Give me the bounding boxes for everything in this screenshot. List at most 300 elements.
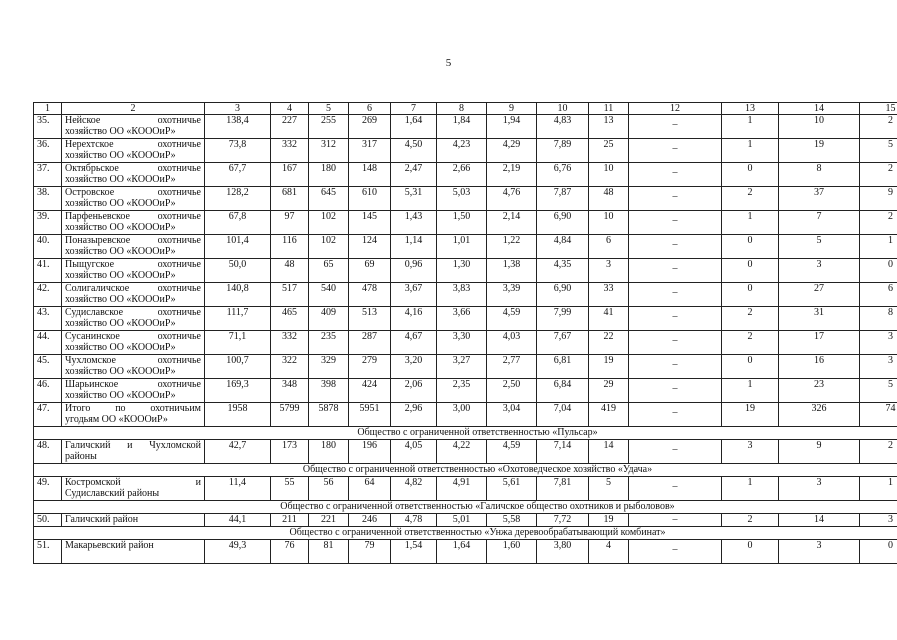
cell-col-12: _: [629, 115, 722, 139]
cell-col-6: 5951: [349, 403, 391, 427]
cell-col-6: 64: [349, 477, 391, 501]
cell-col-11: 5: [589, 477, 629, 501]
cell-col-3: 73,8: [205, 139, 271, 163]
cell-col-13: 1: [722, 379, 779, 403]
column-number-10: 10: [537, 103, 589, 115]
row-number: 50.: [34, 514, 62, 527]
cell-col-9: 1,60: [487, 540, 537, 564]
hunting-ground-name: [62, 283, 205, 307]
cell-col-8: 2,35: [437, 379, 487, 403]
cell-col-12: _: [629, 259, 722, 283]
cell-col-6: 124: [349, 235, 391, 259]
cell-col-6: 148: [349, 163, 391, 187]
cell-col-10: 7,87: [537, 187, 589, 211]
cell-col-10: 7,04: [537, 403, 589, 427]
name-line-1: Галичский и Чухломской: [65, 440, 201, 451]
row-number: 41.: [34, 259, 62, 283]
cell-col-11: 14: [589, 440, 629, 464]
cell-col-8: 3,27: [437, 355, 487, 379]
cell-col-12: _: [629, 187, 722, 211]
cell-col-8: 1,64: [437, 540, 487, 564]
table-row: [34, 307, 897, 331]
cell-col-15: 2: [860, 115, 897, 139]
cell-col-10: 7,81: [537, 477, 589, 501]
cell-col-5: 329: [309, 355, 349, 379]
table-row: [34, 477, 897, 501]
column-number-1: 1: [34, 103, 62, 115]
column-number-7: 7: [391, 103, 437, 115]
section-title: Общество с ограниченной ответственностью «Галичское общество охотников и рыболовов»: [34, 501, 897, 514]
cell-col-10: 3,80: [537, 540, 589, 564]
cell-col-7: 4,82: [391, 477, 437, 501]
column-number-9: 9: [487, 103, 537, 115]
cell-col-8: 2,66: [437, 163, 487, 187]
cell-col-3: 44,1: [205, 514, 271, 527]
cell-col-10: 6,90: [537, 211, 589, 235]
cell-col-9: 5,61: [487, 477, 537, 501]
cell-col-9: 3,39: [487, 283, 537, 307]
cell-col-8: 1,01: [437, 235, 487, 259]
row-number: 51.: [34, 540, 62, 564]
hunting-ground-name: [62, 331, 205, 355]
name-line-1: Октябрьское охотничье: [65, 163, 201, 174]
cell-col-8: 5,03: [437, 187, 487, 211]
cell-col-13: 3: [722, 440, 779, 464]
cell-col-3: 111,7: [205, 307, 271, 331]
cell-col-13: 19: [722, 403, 779, 427]
cell-col-6: 424: [349, 379, 391, 403]
cell-col-4: 116: [271, 235, 309, 259]
cell-col-10: 4,84: [537, 235, 589, 259]
column-number-6: 6: [349, 103, 391, 115]
row-number: 45.: [34, 355, 62, 379]
cell-col-14: 19: [779, 139, 860, 163]
cell-col-15: 3: [860, 331, 897, 355]
table-row: [34, 514, 897, 527]
cell-col-9: 1,94: [487, 115, 537, 139]
cell-col-4: 332: [271, 139, 309, 163]
column-number-3: 3: [205, 103, 271, 115]
cell-col-10: 7,72: [537, 514, 589, 527]
cell-col-11: 25: [589, 139, 629, 163]
cell-col-4: 97: [271, 211, 309, 235]
cell-col-8: 3,66: [437, 307, 487, 331]
cell-col-14: 17: [779, 331, 860, 355]
table-row: [34, 355, 897, 379]
row-number: 37.: [34, 163, 62, 187]
cell-col-3: 42,7: [205, 440, 271, 464]
cell-col-4: 332: [271, 331, 309, 355]
name-line-1: Сусанинское охотничье: [65, 331, 201, 342]
table-row: [34, 379, 897, 403]
row-number: 38.: [34, 187, 62, 211]
cell-col-7: 2,96: [391, 403, 437, 427]
cell-col-4: 465: [271, 307, 309, 331]
cell-col-14: 10: [779, 115, 860, 139]
cell-col-7: 5,31: [391, 187, 437, 211]
hunting-ground-name: [62, 115, 205, 139]
row-number: 43.: [34, 307, 62, 331]
table-row: [34, 211, 897, 235]
hunting-ground-name: [62, 355, 205, 379]
cell-col-11: 22: [589, 331, 629, 355]
cell-col-11: 4: [589, 540, 629, 564]
cell-col-9: 4,76: [487, 187, 537, 211]
cell-col-3: 49,3: [205, 540, 271, 564]
cell-col-12: –: [629, 514, 722, 527]
cell-col-13: 0: [722, 259, 779, 283]
name-line-2: хозяйство ОО «КОООиР»: [65, 198, 176, 209]
cell-col-5: 102: [309, 235, 349, 259]
cell-col-4: 681: [271, 187, 309, 211]
row-number: 44.: [34, 331, 62, 355]
cell-col-4: 5799: [271, 403, 309, 427]
cell-col-9: 4,03: [487, 331, 537, 355]
cell-col-10: 4,83: [537, 115, 589, 139]
cell-col-11: 41: [589, 307, 629, 331]
cell-col-15: 74: [860, 403, 897, 427]
cell-col-8: 4,22: [437, 440, 487, 464]
name-line-1: Солигаличское охотничье: [65, 283, 201, 294]
cell-col-15: 2: [860, 211, 897, 235]
cell-col-4: 173: [271, 440, 309, 464]
cell-col-15: 1: [860, 477, 897, 501]
cell-col-7: 2,47: [391, 163, 437, 187]
cell-col-9: 1,38: [487, 259, 537, 283]
cell-col-7: 1,54: [391, 540, 437, 564]
cell-col-7: 1,14: [391, 235, 437, 259]
cell-col-13: 0: [722, 355, 779, 379]
cell-col-10: 4,35: [537, 259, 589, 283]
cell-col-14: 3: [779, 540, 860, 564]
cell-col-4: 211: [271, 514, 309, 527]
name-line-1: Нерехтское охотничье: [65, 139, 201, 150]
column-number-8: 8: [437, 103, 487, 115]
hunting-ground-name: [62, 307, 205, 331]
cell-col-6: 69: [349, 259, 391, 283]
cell-col-15: 2: [860, 163, 897, 187]
cell-col-10: 7,67: [537, 331, 589, 355]
name-line-1: Макарьевский район: [65, 540, 154, 551]
hunting-ground-name: [62, 211, 205, 235]
cell-col-5: 180: [309, 440, 349, 464]
name-line-2: хозяйство ОО «КОООиР»: [65, 126, 176, 137]
cell-col-5: 56: [309, 477, 349, 501]
cell-col-3: 101,4: [205, 235, 271, 259]
cell-col-11: 48: [589, 187, 629, 211]
column-number-12: 12: [629, 103, 722, 115]
cell-col-10: 7,89: [537, 139, 589, 163]
cell-col-6: 196: [349, 440, 391, 464]
row-number: 46.: [34, 379, 62, 403]
name-line-2: Судиславский районы: [65, 488, 160, 499]
cell-col-12: _: [629, 540, 722, 564]
name-line-1: Шарьинское охотничье: [65, 379, 201, 390]
cell-col-13: 0: [722, 283, 779, 307]
cell-col-5: 398: [309, 379, 349, 403]
row-number: 48.: [34, 440, 62, 464]
name-line-2: хозяйство ОО «КОООиР»: [65, 342, 176, 353]
cell-col-3: 100,7: [205, 355, 271, 379]
name-line-2: хозяйство ОО «КОООиР»: [65, 246, 176, 257]
table-row: [34, 540, 897, 564]
cell-col-14: 9: [779, 440, 860, 464]
table-row: [34, 115, 897, 139]
cell-col-3: 11,4: [205, 477, 271, 501]
cell-col-5: 540: [309, 283, 349, 307]
cell-col-8: 3,00: [437, 403, 487, 427]
cell-col-5: 5878: [309, 403, 349, 427]
hunting-ground-name: [62, 440, 205, 464]
name-line-2: хозяйство ОО «КОООиР»: [65, 270, 176, 281]
column-number-11: 11: [589, 103, 629, 115]
name-line-2: хозяйство ОО «КОООиР»: [65, 150, 176, 161]
table-row: [34, 440, 897, 464]
cell-col-9: 2,19: [487, 163, 537, 187]
cell-col-15: 8: [860, 307, 897, 331]
cell-col-4: 227: [271, 115, 309, 139]
cell-col-12: _: [629, 477, 722, 501]
cell-col-12: _: [629, 235, 722, 259]
cell-col-6: 513: [349, 307, 391, 331]
cell-col-6: 269: [349, 115, 391, 139]
cell-col-12: _: [629, 139, 722, 163]
cell-col-14: 14: [779, 514, 860, 527]
cell-col-13: 0: [722, 540, 779, 564]
cell-col-8: 1,84: [437, 115, 487, 139]
row-number: 35.: [34, 115, 62, 139]
cell-col-5: 221: [309, 514, 349, 527]
cell-col-13: 2: [722, 187, 779, 211]
row-number: 49.: [34, 477, 62, 501]
cell-col-13: 1: [722, 115, 779, 139]
name-line-2: хозяйство ОО «КОООиР»: [65, 318, 176, 329]
cell-col-11: 33: [589, 283, 629, 307]
cell-col-6: 478: [349, 283, 391, 307]
hunting-ground-name: [62, 259, 205, 283]
hunting-ground-name: [62, 403, 205, 427]
table-row: [34, 283, 897, 307]
cell-col-11: 3: [589, 259, 629, 283]
section-header-row: [34, 527, 897, 540]
cell-col-10: 7,14: [537, 440, 589, 464]
cell-col-12: _: [629, 163, 722, 187]
cell-col-15: 0: [860, 259, 897, 283]
cell-col-9: 4,59: [487, 307, 537, 331]
cell-col-6: 79: [349, 540, 391, 564]
row-number: 47.: [34, 403, 62, 427]
cell-col-14: 37: [779, 187, 860, 211]
cell-col-7: 0,96: [391, 259, 437, 283]
cell-col-3: 71,1: [205, 331, 271, 355]
cell-col-7: 4,67: [391, 331, 437, 355]
name-line-2: хозяйство ОО «КОООиР»: [65, 174, 176, 185]
cell-col-13: 0: [722, 163, 779, 187]
cell-col-6: 610: [349, 187, 391, 211]
cell-col-6: 287: [349, 331, 391, 355]
hunting-ground-name: [62, 187, 205, 211]
cell-col-9: 1,22: [487, 235, 537, 259]
cell-col-4: 55: [271, 477, 309, 501]
cell-col-15: 0: [860, 540, 897, 564]
cell-col-8: 5,01: [437, 514, 487, 527]
cell-col-4: 348: [271, 379, 309, 403]
cell-col-8: 4,23: [437, 139, 487, 163]
cell-col-15: 9: [860, 187, 897, 211]
column-number-5: 5: [309, 103, 349, 115]
name-line-1: Поназыревское охотничье: [65, 235, 201, 246]
cell-col-3: 1958: [205, 403, 271, 427]
cell-col-8: 3,30: [437, 331, 487, 355]
cell-col-3: 140,8: [205, 283, 271, 307]
cell-col-15: 6: [860, 283, 897, 307]
cell-col-15: 3: [860, 514, 897, 527]
cell-col-7: 3,67: [391, 283, 437, 307]
name-line-1: Костромской и: [65, 477, 201, 488]
cell-col-12: _: [629, 211, 722, 235]
cell-col-4: 517: [271, 283, 309, 307]
cell-col-5: 312: [309, 139, 349, 163]
hunting-ground-name: [62, 139, 205, 163]
cell-col-7: 4,16: [391, 307, 437, 331]
row-number: 36.: [34, 139, 62, 163]
cell-col-9: 4,59: [487, 440, 537, 464]
name-line-1: Чухломское охотничье: [65, 355, 201, 366]
cell-col-10: 7,99: [537, 307, 589, 331]
name-line-1: Островское охотничье: [65, 187, 201, 198]
cell-col-4: 322: [271, 355, 309, 379]
name-line-1: Итого по охотничьим: [65, 403, 201, 414]
cell-col-6: 246: [349, 514, 391, 527]
cell-col-11: 29: [589, 379, 629, 403]
name-line-2: хозяйство ОО «КОООиР»: [65, 366, 176, 377]
column-number-13: 13: [722, 103, 779, 115]
cell-col-10: 6,90: [537, 283, 589, 307]
cell-col-5: 235: [309, 331, 349, 355]
cell-col-11: 419: [589, 403, 629, 427]
name-line-1: Судиславское охотничье: [65, 307, 201, 318]
section-header-row: [34, 427, 897, 440]
column-number-4: 4: [271, 103, 309, 115]
cell-col-14: 7: [779, 211, 860, 235]
name-line-2: хозяйство ОО «КОООиР»: [65, 294, 176, 305]
name-line-2: угодьям ОО «КОООиР»: [65, 414, 168, 425]
cell-col-5: 102: [309, 211, 349, 235]
cell-col-11: 13: [589, 115, 629, 139]
cell-col-6: 145: [349, 211, 391, 235]
cell-col-14: 5: [779, 235, 860, 259]
cell-col-11: 10: [589, 163, 629, 187]
cell-col-5: 180: [309, 163, 349, 187]
table-row: [34, 259, 897, 283]
cell-col-13: 0: [722, 235, 779, 259]
cell-col-8: 1,50: [437, 211, 487, 235]
cell-col-14: 3: [779, 477, 860, 501]
page-number: 5: [445, 57, 452, 69]
cell-col-5: 255: [309, 115, 349, 139]
cell-col-7: 2,06: [391, 379, 437, 403]
cell-col-11: 10: [589, 211, 629, 235]
cell-col-9: 2,14: [487, 211, 537, 235]
cell-col-8: 1,30: [437, 259, 487, 283]
cell-col-7: 4,50: [391, 139, 437, 163]
cell-col-7: 1,43: [391, 211, 437, 235]
cell-col-13: 1: [722, 211, 779, 235]
name-line-1: Парфеньевское охотничье: [65, 211, 201, 222]
table-row: [34, 139, 897, 163]
cell-col-13: 1: [722, 477, 779, 501]
name-line-1: Нейское охотничье: [65, 115, 201, 126]
cell-col-4: 48: [271, 259, 309, 283]
name-line-2: районы: [65, 451, 97, 462]
cell-col-7: 4,05: [391, 440, 437, 464]
cell-col-3: 67,7: [205, 163, 271, 187]
cell-col-9: 5,58: [487, 514, 537, 527]
hunting-ground-name: [62, 379, 205, 403]
cell-col-3: 169,3: [205, 379, 271, 403]
cell-col-14: 31: [779, 307, 860, 331]
hunting-ground-name: [62, 540, 205, 564]
row-number: 42.: [34, 283, 62, 307]
table-row: [34, 331, 897, 355]
table-row: [34, 163, 897, 187]
cell-col-6: 279: [349, 355, 391, 379]
hunting-ground-name: [62, 477, 205, 501]
column-number-15: 15: [860, 103, 897, 115]
cell-col-3: 50,0: [205, 259, 271, 283]
cell-col-14: 8: [779, 163, 860, 187]
cell-col-9: 3,04: [487, 403, 537, 427]
cell-col-15: 5: [860, 139, 897, 163]
hunting-ground-name: [62, 514, 205, 527]
cell-col-10: 6,81: [537, 355, 589, 379]
section-header-row: [34, 501, 897, 514]
column-number-row: [34, 103, 897, 115]
cell-col-12: _: [629, 307, 722, 331]
cell-col-9: 2,77: [487, 355, 537, 379]
section-title: Общество с ограниченной ответственностью «Охотоведческое хозяйство «Удача»: [34, 464, 897, 477]
cell-col-14: 27: [779, 283, 860, 307]
row-number: 39.: [34, 211, 62, 235]
name-line-1: Галичский район: [65, 514, 139, 525]
cell-col-7: 4,78: [391, 514, 437, 527]
cell-col-9: 2,50: [487, 379, 537, 403]
cell-col-13: 2: [722, 331, 779, 355]
cell-col-15: 3: [860, 355, 897, 379]
cell-col-10: 6,84: [537, 379, 589, 403]
cell-col-13: 1: [722, 139, 779, 163]
table-row: [34, 235, 897, 259]
cell-col-15: 5: [860, 379, 897, 403]
row-number: 40.: [34, 235, 62, 259]
cell-col-3: 138,4: [205, 115, 271, 139]
cell-col-5: 409: [309, 307, 349, 331]
cell-col-9: 4,29: [487, 139, 537, 163]
cell-col-8: 3,83: [437, 283, 487, 307]
cell-col-14: 3: [779, 259, 860, 283]
cell-col-15: 2: [860, 440, 897, 464]
cell-col-11: 19: [589, 514, 629, 527]
cell-col-4: 76: [271, 540, 309, 564]
hunting-ground-name: [62, 235, 205, 259]
cell-col-13: 2: [722, 307, 779, 331]
column-number-2: 2: [62, 103, 205, 115]
cell-col-14: 326: [779, 403, 860, 427]
cell-col-5: 645: [309, 187, 349, 211]
section-title: Общество с ограниченной ответственностью «Пульсар»: [34, 427, 897, 440]
cell-col-5: 65: [309, 259, 349, 283]
cell-col-3: 67,8: [205, 211, 271, 235]
